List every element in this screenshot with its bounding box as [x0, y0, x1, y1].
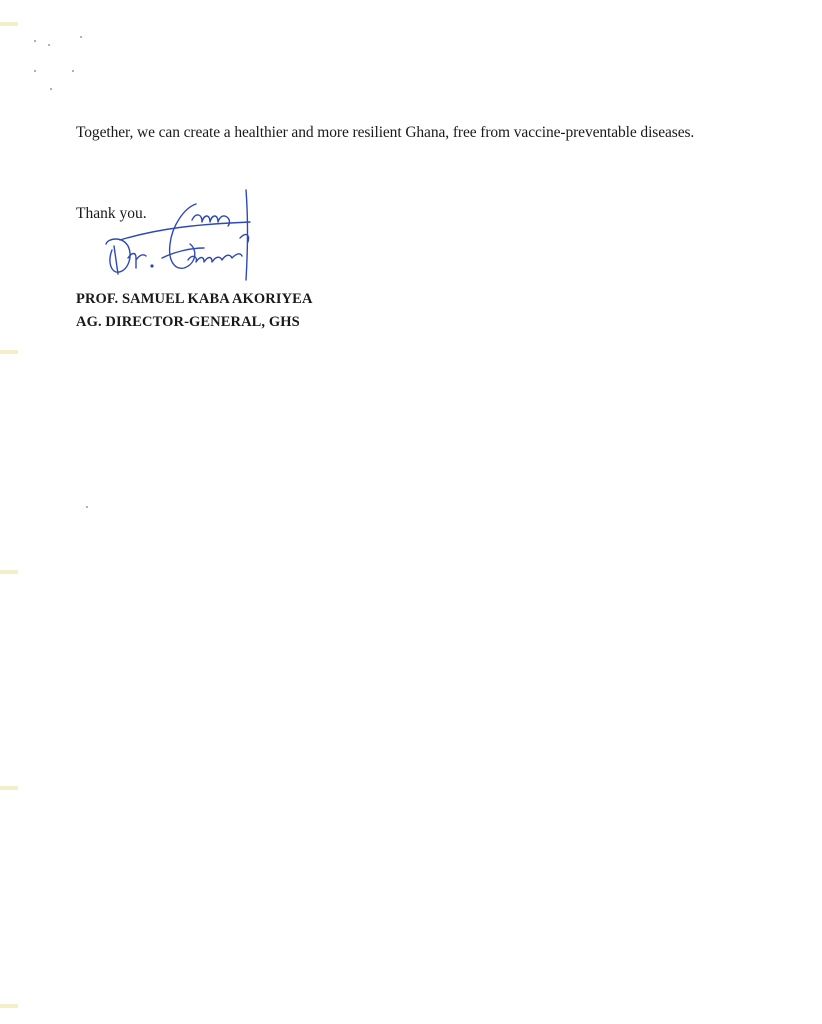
scan-speck — [34, 70, 36, 72]
scan-speck — [48, 44, 50, 46]
scan-speck — [80, 36, 82, 38]
closing-paragraph: Together, we can create a healthier and more resilient Ghana, free from vaccine-preventable diseases. — [76, 124, 695, 141]
signatory-title: AG. DIRECTOR-GENERAL, GHS — [76, 314, 300, 330]
signatory-name: PROF. SAMUEL KABA AKORIYEA — [76, 291, 313, 307]
scan-speck — [72, 70, 74, 72]
scan-speck — [50, 88, 52, 90]
scan-edge-mark — [0, 22, 18, 26]
scan-edge-mark — [0, 1004, 18, 1008]
handwritten-signature — [100, 186, 265, 284]
scan-speck — [34, 40, 36, 42]
scan-edge-mark — [0, 570, 18, 574]
scan-speck — [86, 506, 88, 508]
scan-edge-mark — [0, 786, 18, 790]
closing-salutation: Thank you. — [76, 205, 147, 222]
scan-edge-mark — [0, 350, 18, 354]
